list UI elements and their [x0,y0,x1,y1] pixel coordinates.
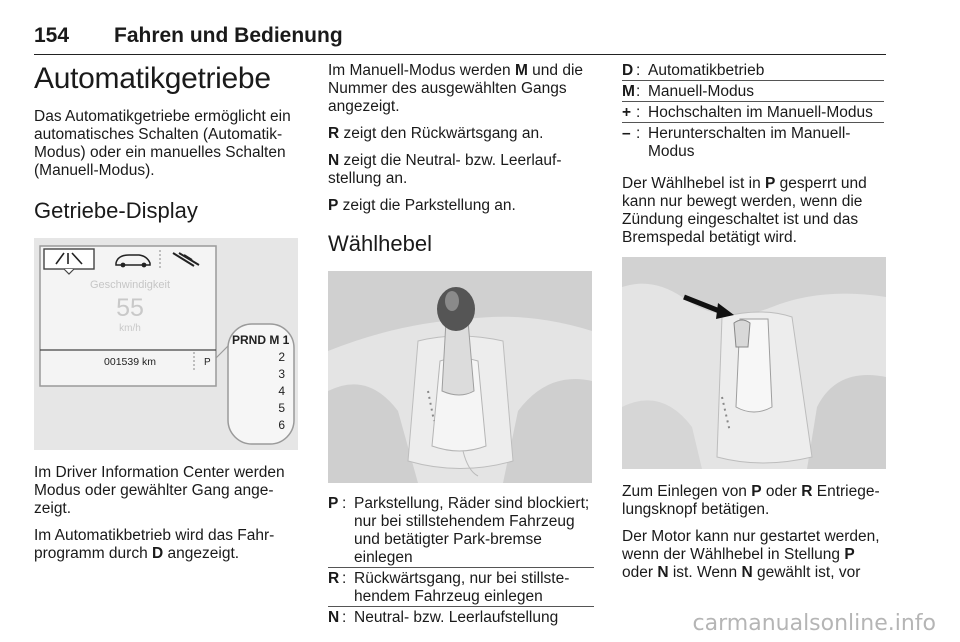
callout-prnd: PRND M 1 [232,333,290,347]
column-3 [622,62,884,591]
page-number: 154 [34,24,70,47]
watermark: carmanualsonline.info [692,611,936,636]
definition-n: N : Neutral- bzw. Leerlaufstellung [328,609,559,626]
transmission-display-figure [34,238,298,450]
paragraph-release-button: Zum Einlegen von P oder R Entriege-lungsknopf betätigen. [622,483,880,518]
page-header [34,22,886,55]
definition-r: R : Rückwärtsgang, nur bei stillste-hendem Fahrzeug einlegen [328,570,594,607]
definition-minus: – : Herunterschalten im Manuell-Modus [622,125,851,160]
display-odometer: 001539 km [104,356,156,368]
paragraph-dic: Im Driver Information Center werden Modus oder gewählter Gang ange-zeigt. [34,464,285,517]
definition-d: D : Automatikbetrieb [622,62,884,81]
instrument-display-illustration [34,238,298,450]
subsection-title-waehlhebel: Wählhebel [328,231,432,256]
paragraph-lock: Der Wählhebel ist in P gesperrt und kann nur bewegt werden, wenn die Zündung eingeschaltet ist und das Bremspedal betätigt wird. [622,175,867,246]
mode-definitions-list [622,62,884,161]
release-button-figure [622,257,886,469]
callout-gear-5: 5 [278,401,285,415]
section-title-automatikgetriebe: Automatikgetriebe [34,62,271,95]
display-speed-value: 55 [116,294,144,322]
definition-plus: + : Hochschalten im Manuell-Modus [622,104,884,123]
chapter-title: Fahren und Bedienung [114,24,343,47]
callout-gear-6: 6 [278,418,285,432]
paragraph-p: P zeigt die Parkstellung an. [328,197,516,214]
callout-gear-4: 4 [278,384,285,398]
column-1 [34,62,296,572]
column-2 [328,62,594,629]
paragraph-n: N zeigt die Neutral- bzw. Leerlauf-stellung an. [328,152,562,187]
minus-icon: – [622,125,631,142]
display-speed-label: Geschwindigkeit [89,279,171,291]
gear-definitions-list [328,495,594,627]
definition-p: P : Parkstellung, Räder sind blockiert; nur bei stillstehendem Fahrzeug und betätigter Park-bremse einlegen [328,495,594,568]
callout-gear-2: 2 [278,350,285,364]
selector-lever-figure [328,271,592,483]
release-button-illustration [622,257,886,469]
paragraph-engine-start: Der Motor kann nur gestartet werden, wenn der Wählhebel in Stellung P oder N ist. Wenn N gewählt ist, vor [622,528,880,581]
subsection-title-getriebe-display: Getriebe-Display [34,198,198,223]
paragraph-manuell: Im Manuell-Modus werden M und die Nummer des ausgewählten Gangs angezeigt. [328,62,584,115]
paragraph-r: R zeigt den Rückwärtsgang an. [328,125,544,142]
paragraph-automatik: Im Automatikbetrieb wird das Fahr-programm durch D angezeigt. [34,527,275,562]
intro-paragraph: Das Automatikgetriebe ermöglicht ein automatisches Schalten (Automatik-Modus) oder ein manuelles Schalten (Manuell-Modus). [34,108,291,179]
trip-tab-icon [44,249,94,269]
plus-icon: + [622,104,632,121]
selector-lever-illustration [328,271,592,483]
definition-m: M : Manuell-Modus [622,83,884,102]
display-gear: P [204,357,211,368]
callout-gear-3: 3 [278,367,285,381]
display-speed-unit: km/h [119,323,141,334]
